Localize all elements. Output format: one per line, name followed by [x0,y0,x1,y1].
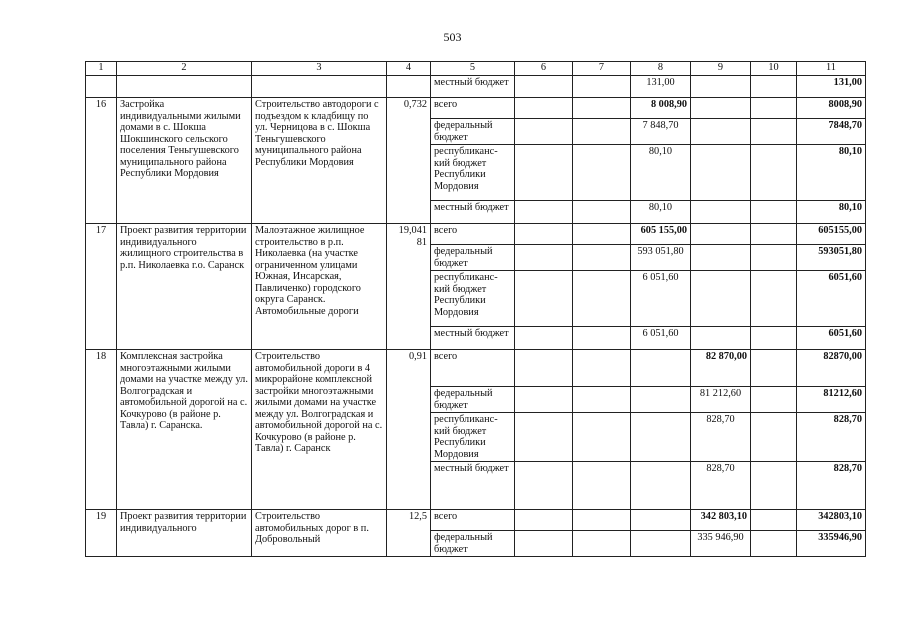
value-col6 [515,76,573,98]
value-col7 [573,387,631,413]
budget-source: федеральный бюджет [431,245,515,271]
object-description [252,76,387,98]
value-col10 [751,350,797,387]
value-total: 828,70 [797,413,866,462]
header-cell: 4 [387,62,431,76]
budget-source: всего [431,98,515,119]
value-col10 [751,387,797,413]
value-total: 593051,80 [797,245,866,271]
value-col8: 6 051,60 [631,271,691,327]
value-col6 [515,387,573,413]
value-col7 [573,76,631,98]
value-col6 [515,531,573,557]
header-cell: 3 [252,62,387,76]
value-col6 [515,271,573,327]
value-col10 [751,224,797,245]
value-col9 [691,98,751,119]
budget-source: всего [431,350,515,387]
budget-source: федеральный бюджет [431,119,515,145]
budget-source: республиканс-кий бюджет Республики Мордовия [431,271,515,327]
value-col6 [515,245,573,271]
value-col8 [631,510,691,531]
value-col8: 7 848,70 [631,119,691,145]
value-total: 342803,10 [797,510,866,531]
value-total: 335946,90 [797,531,866,557]
budget-source: федеральный бюджет [431,387,515,413]
value-col10 [751,98,797,119]
value-col10 [751,327,797,350]
value-col7 [573,271,631,327]
value-col9: 342 803,10 [691,510,751,531]
value-col8 [631,531,691,557]
budget-source: местный бюджет [431,201,515,224]
value-col10 [751,531,797,557]
table-row [86,98,866,119]
value-col10 [751,510,797,531]
value-col8 [631,413,691,462]
road-length: 0,91 [387,350,431,510]
value-col8: 6 051,60 [631,327,691,350]
object-name [117,76,252,98]
value-total: 131,00 [797,76,866,98]
value-col9 [691,271,751,327]
budget-source: федеральный бюджет [431,531,515,557]
value-col10 [751,271,797,327]
value-col8: 80,10 [631,201,691,224]
value-col10 [751,119,797,145]
value-col8: 8 008,90 [631,98,691,119]
value-col7 [573,98,631,119]
table-row [86,76,866,98]
header-cell: 9 [691,62,751,76]
header-cell: 5 [431,62,515,76]
budget-source: всего [431,510,515,531]
row-number: 16 [86,98,117,224]
value-col9 [691,119,751,145]
row-number [86,76,117,98]
row-number: 18 [86,350,117,510]
value-col6 [515,145,573,201]
object-name: Проект развития территории индивидуального жилищного строительства в р.п. Николаевка г.о. Саранск [117,224,252,350]
value-total: 6051,60 [797,271,866,327]
row-number: 17 [86,224,117,350]
table-row [86,224,866,245]
road-length: 12,5 [387,510,431,557]
header-cell: 11 [797,62,866,76]
budget-source: местный бюджет [431,462,515,510]
value-col7 [573,201,631,224]
value-col6 [515,327,573,350]
header-row [86,62,866,76]
budget-source: местный бюджет [431,76,515,98]
value-total: 80,10 [797,145,866,201]
value-col10 [751,462,797,510]
value-col7 [573,224,631,245]
value-col8 [631,462,691,510]
road-length: 0,732 [387,98,431,224]
value-total: 80,10 [797,201,866,224]
value-col8: 80,10 [631,145,691,201]
value-total: 82870,00 [797,350,866,387]
value-col7 [573,510,631,531]
object-description: Строительство автомобильной дороги в 4 микрорайоне комплексной застройки многоэтажными жилыми домами на участке между ул. Волгоградская и автомобильной дорогой на с. Кочкурово (в районе р. Тавла) г. Саранск [252,350,387,510]
budget-source: всего [431,224,515,245]
header-cell: 10 [751,62,797,76]
value-col7 [573,245,631,271]
value-col9 [691,245,751,271]
page-number: 503 [443,30,462,44]
value-col6 [515,98,573,119]
header-cell: 7 [573,62,631,76]
value-col6 [515,119,573,145]
value-col9: 81 212,60 [691,387,751,413]
value-col7 [573,350,631,387]
table-row [86,350,866,387]
value-total: 6051,60 [797,327,866,350]
value-col7 [573,413,631,462]
object-description: Строительство автомобильных дорог в п. Добровольный [252,510,387,557]
value-col8: 605 155,00 [631,224,691,245]
budget-source: республиканс-кий бюджет Республики Мордовия [431,413,515,462]
value-total: 81212,60 [797,387,866,413]
value-col6 [515,413,573,462]
value-col10 [751,413,797,462]
value-col9 [691,145,751,201]
value-col10 [751,76,797,98]
value-col9 [691,76,751,98]
budget-source: республиканс-кий бюджет Республики Мордовия [431,145,515,201]
value-col9: 335 946,90 [691,531,751,557]
road-length: 19,041 81 [387,224,431,350]
value-col6 [515,510,573,531]
value-col10 [751,201,797,224]
value-col9: 82 870,00 [691,350,751,387]
value-col8 [631,387,691,413]
budget-table [85,61,866,557]
value-col7 [573,531,631,557]
value-col7 [573,119,631,145]
value-col6 [515,350,573,387]
value-total: 605155,00 [797,224,866,245]
header-cell: 1 [86,62,117,76]
header-cell: 2 [117,62,252,76]
value-col9 [691,201,751,224]
value-col9 [691,224,751,245]
value-total: 8008,90 [797,98,866,119]
object-description: Малоэтажное жилищное строительство в р.п. Николаевка (на участке ограниченном улицами Южная, Инсарская, Павличенко) городского округа Саранск. Автомобильные дороги [252,224,387,350]
table-row [86,510,866,531]
value-col8 [631,350,691,387]
value-col8: 131,00 [631,76,691,98]
road-length [387,76,431,98]
value-col9: 828,70 [691,413,751,462]
value-col8: 593 051,80 [631,245,691,271]
value-col7 [573,145,631,201]
value-col9: 828,70 [691,462,751,510]
value-col10 [751,245,797,271]
row-number: 19 [86,510,117,557]
value-col6 [515,224,573,245]
header-cell: 8 [631,62,691,76]
value-col10 [751,145,797,201]
value-total: 828,70 [797,462,866,510]
value-col7 [573,327,631,350]
header-cell: 6 [515,62,573,76]
value-col6 [515,201,573,224]
object-name: Застройка индивидуальными жилыми домами в с. Шокша Шокшинского сельского поселения Теньгушевского муниципального района Республики Мордовия [117,98,252,224]
value-col7 [573,462,631,510]
object-description: Строительство автодороги с подъездом к кладбищу по ул. Черницова в с. Шокша Теньгушевского муниципального района Республики Мордовия [252,98,387,224]
object-name: Проект развития территории индивидуального [117,510,252,557]
budget-source: местный бюджет [431,327,515,350]
value-col9 [691,327,751,350]
object-name: Комплексная застройка многоэтажными жилыми домами на участке между ул. Волгоградская и автомобильной дорогой на с. Кочкурово (в районе р. Тавла) г. Саранска. [117,350,252,510]
value-col6 [515,462,573,510]
value-total: 7848,70 [797,119,866,145]
